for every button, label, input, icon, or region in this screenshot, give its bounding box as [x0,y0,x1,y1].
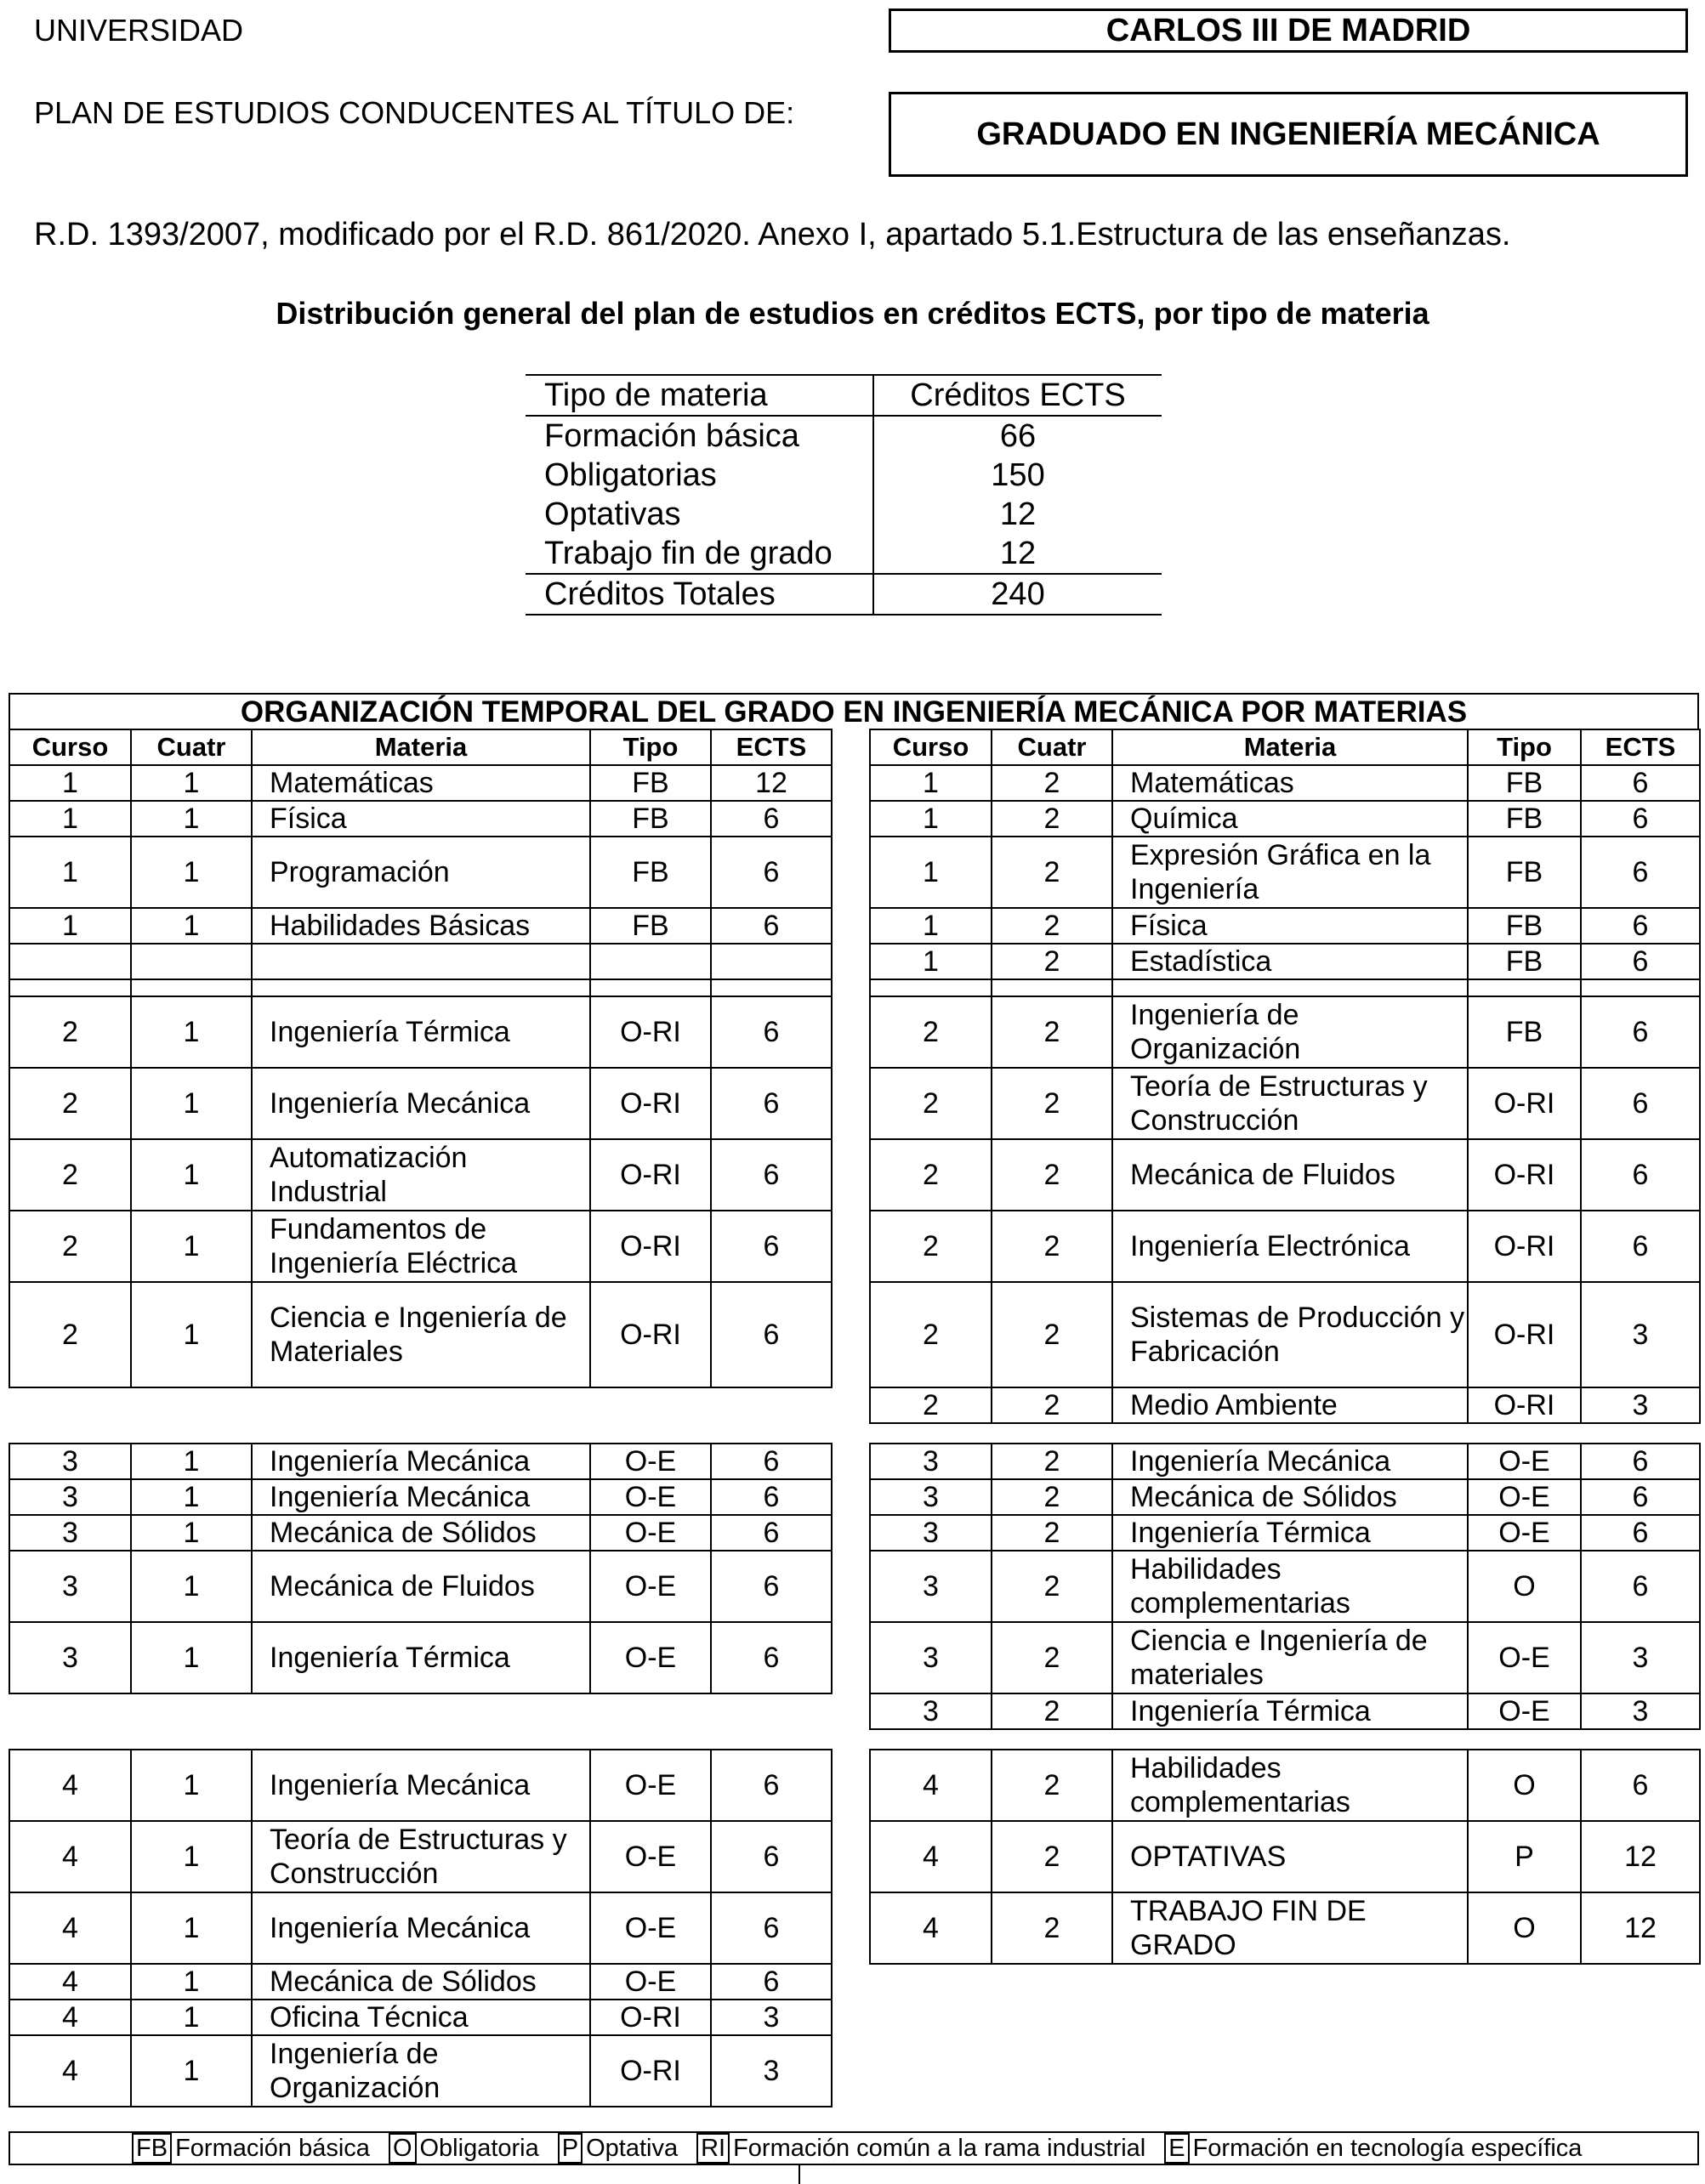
cell-curso: 4 [9,1750,131,1821]
cell-cuatr: 1 [131,1821,252,1892]
cell-tipo: FB [590,837,711,908]
table-row [9,908,1700,944]
cell-tipo: O [1468,1551,1581,1622]
cell-materia: Teoría de Estructuras y Construcción [252,1821,590,1892]
cell-ects: 6 [711,908,832,944]
cell-cuatr: 2 [992,1211,1112,1282]
summary-row [526,456,1162,495]
cell-tipo: O-RI [590,1282,711,1387]
cell-cuatr: 1 [131,1622,252,1693]
legend-item [389,2133,539,2164]
legend-label: Formación común a la rama industrial [733,2134,1146,2162]
legend-code: E [1164,2133,1189,2164]
summary-row [526,416,1162,456]
cell-ects: 6 [1581,1139,1700,1211]
cell-curso: 3 [870,1479,992,1515]
cell-curso: 2 [870,1387,992,1423]
cell-tipo: O-E [1468,1515,1581,1551]
cell-ects: 6 [711,1892,832,1964]
cell-ects [711,944,832,979]
cell-cuatr: 2 [992,1892,1112,1964]
cell-tipo [590,979,711,996]
cell-cuatr: 2 [992,801,1112,837]
table-row [9,1139,1700,1211]
legend-label: Formación en tecnología específica [1192,2134,1583,2162]
header-cuatr: Cuatr [131,729,252,765]
cell-curso: 3 [9,1551,131,1622]
cell-ects: 6 [711,996,832,1068]
cell-tipo: O-RI [590,2000,711,2035]
cell-materia: Programación [252,837,590,908]
legend-code: O [389,2133,417,2164]
cell-curso: 3 [9,1479,131,1515]
cell-cuatr: 1 [131,2035,252,2107]
cell-tipo: O-E [590,1892,711,1964]
cell-ects: 6 [711,1622,832,1693]
cell-materia: Mecánica de Sólidos [1112,1479,1468,1515]
cell-tipo: O [1468,1750,1581,1821]
header-tipo: Tipo [1468,729,1581,765]
cell-cuatr: 2 [992,944,1112,979]
cell-tipo: O-RI [1468,1139,1581,1211]
cell-curso [870,979,992,996]
cell-tipo: O-E [1468,1444,1581,1479]
cell-ects: 6 [711,1515,832,1551]
cell-tipo: FB [1468,801,1581,837]
cell-materia: Medio Ambiente [1112,1387,1468,1423]
table-row [9,1693,1700,1729]
cell-curso [9,944,131,979]
legend-item [696,2133,1145,2164]
cell-curso: 4 [9,2000,131,2035]
cell-curso: 3 [870,1693,992,1729]
cell-cuatr: 1 [131,1139,252,1211]
cell-tipo: O-RI [590,1211,711,1282]
cell-tipo: O-E [590,1622,711,1693]
table-row [9,801,1700,837]
cell-ects: 6 [1581,1211,1700,1282]
cell-cuatr: 1 [131,1892,252,1964]
summary-row [526,495,1162,534]
table-row [9,1068,1700,1139]
cell-cuatr: 2 [992,1282,1112,1387]
legend-item [1164,2133,1582,2164]
cell-cuatr: 1 [131,1750,252,1821]
cell-tipo: O-E [1468,1479,1581,1515]
cell-tipo: FB [590,908,711,944]
cell-tipo: FB [1468,765,1581,801]
cell-cuatr [131,944,252,979]
cell-tipo: O-E [590,1479,711,1515]
cell-cuatr: 1 [131,1551,252,1622]
cell-materia: Ingeniería Mecánica [252,1444,590,1479]
cell-tipo [1468,979,1581,996]
table-row [9,979,1700,996]
cell-cuatr: 1 [131,765,252,801]
table-row [9,2000,1700,2035]
summary-creditos: 66 [999,418,1037,454]
header-ects: ECTS [711,729,832,765]
cell-materia: Mecánica de Fluidos [1112,1139,1468,1211]
header-materia: Materia [1112,729,1468,765]
cell-materia: Ingeniería Mecánica [252,1750,590,1821]
cell-tipo: O-RI [590,1068,711,1139]
cell-tipo: FB [1468,837,1581,908]
cell-ects: 3 [1581,1693,1700,1729]
cell-curso: 2 [9,1211,131,1282]
cell-materia: Ingeniería Mecánica [252,1892,590,1964]
cell-cuatr: 2 [992,765,1112,801]
cell-ects: 6 [1581,801,1700,837]
cell-curso: 2 [9,1139,131,1211]
cell-ects: 6 [1581,1444,1700,1479]
cell-materia: Mecánica de Sólidos [252,1515,590,1551]
cell-materia: Ingeniería de Organización [252,2035,590,2107]
cell-ects: 6 [711,1964,832,2000]
table-row [9,944,1700,979]
cell-ects: 12 [1581,1892,1700,1964]
table-row [9,1211,1700,1282]
cell-tipo: O-RI [590,1139,711,1211]
summary-tipo: Optativas [526,495,873,534]
cell-cuatr [131,979,252,996]
cell-tipo: O-RI [1468,1068,1581,1139]
cell-ects: 6 [711,1282,832,1387]
cell-ects: 6 [1581,1551,1700,1622]
cell-cuatr: 2 [992,1750,1112,1821]
cell-tipo: P [1468,1821,1581,1892]
cell-materia: Habilidades complementarias [1112,1551,1468,1622]
table-row [9,1282,1700,1387]
cell-materia: Ingeniería Térmica [252,1622,590,1693]
cell-curso: 4 [870,1821,992,1892]
header-curso: Curso [870,729,992,765]
cell-cuatr: 2 [992,1551,1112,1622]
cell-cuatr: 1 [131,1515,252,1551]
cell-cuatr: 1 [131,1479,252,1515]
cell-ects [711,979,832,996]
cell-tipo: O-RI [1468,1282,1581,1387]
cell-materia: Ingeniería Térmica [1112,1693,1468,1729]
summary-total-value: 240 [873,574,1162,615]
cell-curso: 1 [9,908,131,944]
cell-materia: Fundamentos de Ingeniería Eléctrica [252,1211,590,1282]
summary-tipo: Formación básica [526,416,873,456]
cell-curso: 4 [9,2035,131,2107]
cell-curso: 1 [870,765,992,801]
cell-tipo: O-E [590,1515,711,1551]
cell-materia: Oficina Técnica [252,2000,590,2035]
cell-curso: 2 [870,1211,992,1282]
section-spacer [9,1423,1700,1444]
cell-cuatr: 2 [992,1139,1112,1211]
table-row [9,1479,1700,1515]
header-materia: Materia [252,729,590,765]
cell-materia: Automatización Industrial [252,1139,590,1211]
cell-curso: 1 [870,801,992,837]
cell-tipo: FB [1468,908,1581,944]
cell-ects: 3 [711,2000,832,2035]
cell-curso: 3 [870,1515,992,1551]
summary-header-row [526,375,1162,416]
cell-curso: 4 [9,1892,131,1964]
table-row [9,996,1700,1068]
cell-ects: 12 [711,765,832,801]
cell-curso: 4 [9,1964,131,2000]
cell-materia: OPTATIVAS [1112,1821,1468,1892]
cell-curso: 1 [870,908,992,944]
header-ects: ECTS [1581,729,1700,765]
cell-materia: Estadística [1112,944,1468,979]
cell-curso: 2 [870,1068,992,1139]
cell-ects: 6 [1581,1068,1700,1139]
cell-ects: 12 [1581,1821,1700,1892]
cell-materia [252,944,590,979]
cell-cuatr: 1 [131,1964,252,2000]
cell-curso: 1 [870,837,992,908]
cell-ects: 6 [711,1444,832,1479]
legend-label: Optativa [586,2134,679,2162]
header-cuatr: Cuatr [992,729,1112,765]
cell-curso: 1 [9,801,131,837]
cell-cuatr: 2 [992,1444,1112,1479]
cell-cuatr [992,979,1112,996]
table-row [9,1387,1700,1423]
cell-tipo: O-RI [1468,1387,1581,1423]
legend [9,2131,1699,2165]
cell-curso: 2 [9,1068,131,1139]
cell-materia: Ciencia e Ingeniería de materiales [1112,1622,1468,1693]
cell-tipo: O-E [590,1551,711,1622]
cell-ects: 6 [711,837,832,908]
cell-ects: 3 [1581,1622,1700,1693]
legend-item [558,2133,678,2164]
cell-cuatr: 1 [131,801,252,837]
cell-curso: 4 [870,1750,992,1821]
cell-tipo: FB [1468,944,1581,979]
cell-curso: 4 [870,1892,992,1964]
cell-cuatr: 2 [992,1515,1112,1551]
cell-materia: Sistemas de Producción y Fabricación [1112,1282,1468,1387]
organization-title: ORGANIZACIÓN TEMPORAL DEL GRADO EN INGENIERÍA MECÁNICA POR MATERIAS [9,693,1699,729]
cell-materia: TRABAJO FIN DE GRADO [1112,1892,1468,1964]
cell-materia: Habilidades complementarias [1112,1750,1468,1821]
cell-cuatr: 1 [131,2000,252,2035]
summary-header-creditos: Créditos ECTS [873,375,1162,416]
cell-materia: Matemáticas [252,765,590,801]
cell-ects: 6 [1581,837,1700,908]
cell-cuatr: 2 [992,1622,1112,1693]
cell-ects: 6 [711,1551,832,1622]
cell-cuatr: 2 [992,908,1112,944]
decree-text: R.D. 1393/2007, modificado por el R.D. 861/2020. Anexo I, apartado 5.1.Estructura de las enseñanzas. [34,217,1511,252]
organization-table [9,693,1699,2107]
cell-tipo: O-E [590,1821,711,1892]
cell-materia: Ingeniería Mecánica [252,1479,590,1515]
cell-materia: Ingeniería Mecánica [252,1068,590,1139]
cell-ects: 6 [711,1139,832,1211]
cell-curso: 3 [870,1622,992,1693]
cell-materia: Química [1112,801,1468,837]
cell-tipo: O-RI [1468,1211,1581,1282]
cell-materia: Ingeniería de Organización [1112,996,1468,1068]
cell-tipo: FB [590,765,711,801]
cell-cuatr: 2 [992,1479,1112,1515]
header-curso: Curso [9,729,131,765]
cell-ects: 6 [1581,908,1700,944]
cell-materia: Expresión Gráfica en la Ingeniería [1112,837,1468,908]
cell-cuatr: 1 [131,837,252,908]
cell-materia: Ingeniería Electrónica [1112,1211,1468,1282]
cell-curso [9,979,131,996]
summary-header-tipo: Tipo de materia [526,375,873,416]
cell-materia: Mecánica de Fluidos [252,1551,590,1622]
organization-header-row [9,729,1700,765]
table-row [9,2035,1700,2107]
header-tipo: Tipo [590,729,711,765]
summary-total-label: Créditos Totales [526,574,873,615]
cell-ects: 6 [1581,765,1700,801]
cell-ects: 3 [1581,1387,1700,1423]
cell-materia [252,979,590,996]
cell-ects: 3 [1581,1282,1700,1387]
cell-ects: 6 [1581,944,1700,979]
table-row [9,1821,1700,1892]
cell-curso: 2 [9,1282,131,1387]
cell-curso: 3 [9,1444,131,1479]
cell-curso: 2 [870,1139,992,1211]
cell-materia [1112,979,1468,996]
cell-materia: Física [1112,908,1468,944]
cell-tipo: O-E [590,1964,711,2000]
cell-cuatr: 2 [992,996,1112,1068]
summary-creditos: 150 [991,457,1045,493]
cell-materia: Física [252,801,590,837]
cell-curso: 1 [9,765,131,801]
cell-tipo [590,944,711,979]
cell-cuatr: 2 [992,837,1112,908]
cell-tipo: O-E [1468,1622,1581,1693]
cell-ects: 6 [711,801,832,837]
table-row [9,1622,1700,1693]
cell-cuatr: 2 [992,1693,1112,1729]
legend-code: P [558,2133,583,2164]
cell-cuatr: 1 [131,1068,252,1139]
cell-cuatr: 2 [992,1068,1112,1139]
table-row [9,837,1700,908]
cell-materia: Ingeniería Térmica [1112,1515,1468,1551]
cell-curso: 3 [870,1551,992,1622]
cell-ects: 6 [1581,1750,1700,1821]
cell-ects [1581,979,1700,996]
cell-curso: 2 [870,996,992,1068]
distribution-title: Distribución general del plan de estudios en créditos ECTS, por tipo de materia [276,296,1429,331]
cell-materia: Mecánica de Sólidos [252,1964,590,2000]
cell-curso: 2 [870,1282,992,1387]
table-row [9,765,1700,801]
cell-ects: 6 [1581,1515,1700,1551]
cell-ects: 3 [711,2035,832,2107]
cell-curso: 4 [9,1821,131,1892]
table-row [9,1515,1700,1551]
cell-ects: 6 [1581,996,1700,1068]
table-row [9,1551,1700,1622]
cell-curso: 2 [9,996,131,1068]
summary-tipo: Obligatorias [526,456,873,495]
cell-ects: 6 [711,1211,832,1282]
table-row [9,1444,1700,1479]
bottom-divider [799,2165,800,2184]
cell-tipo: O-RI [590,2035,711,2107]
plan-label: PLAN DE ESTUDIOS CONDUCENTES AL TÍTULO DE: [34,95,795,130]
cell-ects: 6 [711,1821,832,1892]
summary-table [526,374,1162,615]
cell-cuatr: 2 [992,1821,1112,1892]
cell-tipo: O-E [590,1444,711,1479]
summary-creditos: 12 [999,536,1037,571]
cell-materia: Teoría de Estructuras y Construcción [1112,1068,1468,1139]
summary-creditos: 12 [999,496,1037,532]
legend-label: Obligatoria [419,2134,539,2162]
cell-curso: 1 [9,837,131,908]
university-label: UNIVERSIDAD [34,13,244,48]
summary-tipo: Trabajo fin de grado [526,534,873,574]
cell-curso: 3 [870,1444,992,1479]
legend-label: Formación básica [175,2134,370,2162]
summary-row [526,534,1162,574]
section-spacer [9,1729,1700,1750]
cell-cuatr: 2 [992,1387,1112,1423]
table-row [9,1964,1700,2000]
cell-materia: Ciencia e Ingeniería de Materiales [252,1282,590,1387]
cell-tipo: O-E [1468,1693,1581,1729]
legend-code: FB [132,2133,172,2164]
cell-cuatr: 1 [131,1282,252,1387]
cell-ects: 6 [711,1750,832,1821]
cell-curso: 3 [9,1515,131,1551]
cell-materia: Habilidades Básicas [252,908,590,944]
legend-item [132,2133,370,2164]
cell-cuatr: 1 [131,1211,252,1282]
cell-curso: 3 [9,1622,131,1693]
cell-tipo: O [1468,1892,1581,1964]
legend-code: RI [696,2133,730,2164]
table-row [9,1892,1700,1964]
cell-ects: 6 [1581,1479,1700,1515]
cell-cuatr: 1 [131,1444,252,1479]
cell-materia: Ingeniería Mecánica [1112,1444,1468,1479]
cell-tipo: FB [590,801,711,837]
cell-materia: Ingeniería Térmica [252,996,590,1068]
university-value: CARLOS III DE MADRID [889,9,1688,53]
cell-materia: Matemáticas [1112,765,1468,801]
cell-tipo: FB [1468,996,1581,1068]
degree-value: GRADUADO EN INGENIERÍA MECÁNICA [889,92,1688,177]
cell-cuatr: 1 [131,908,252,944]
cell-curso: 1 [870,944,992,979]
cell-tipo: O-E [590,1750,711,1821]
cell-ects: 6 [711,1068,832,1139]
summary-total-row [526,574,1162,615]
cell-ects: 6 [711,1479,832,1515]
table-row [9,1750,1700,1821]
cell-tipo: O-RI [590,996,711,1068]
cell-cuatr: 1 [131,996,252,1068]
